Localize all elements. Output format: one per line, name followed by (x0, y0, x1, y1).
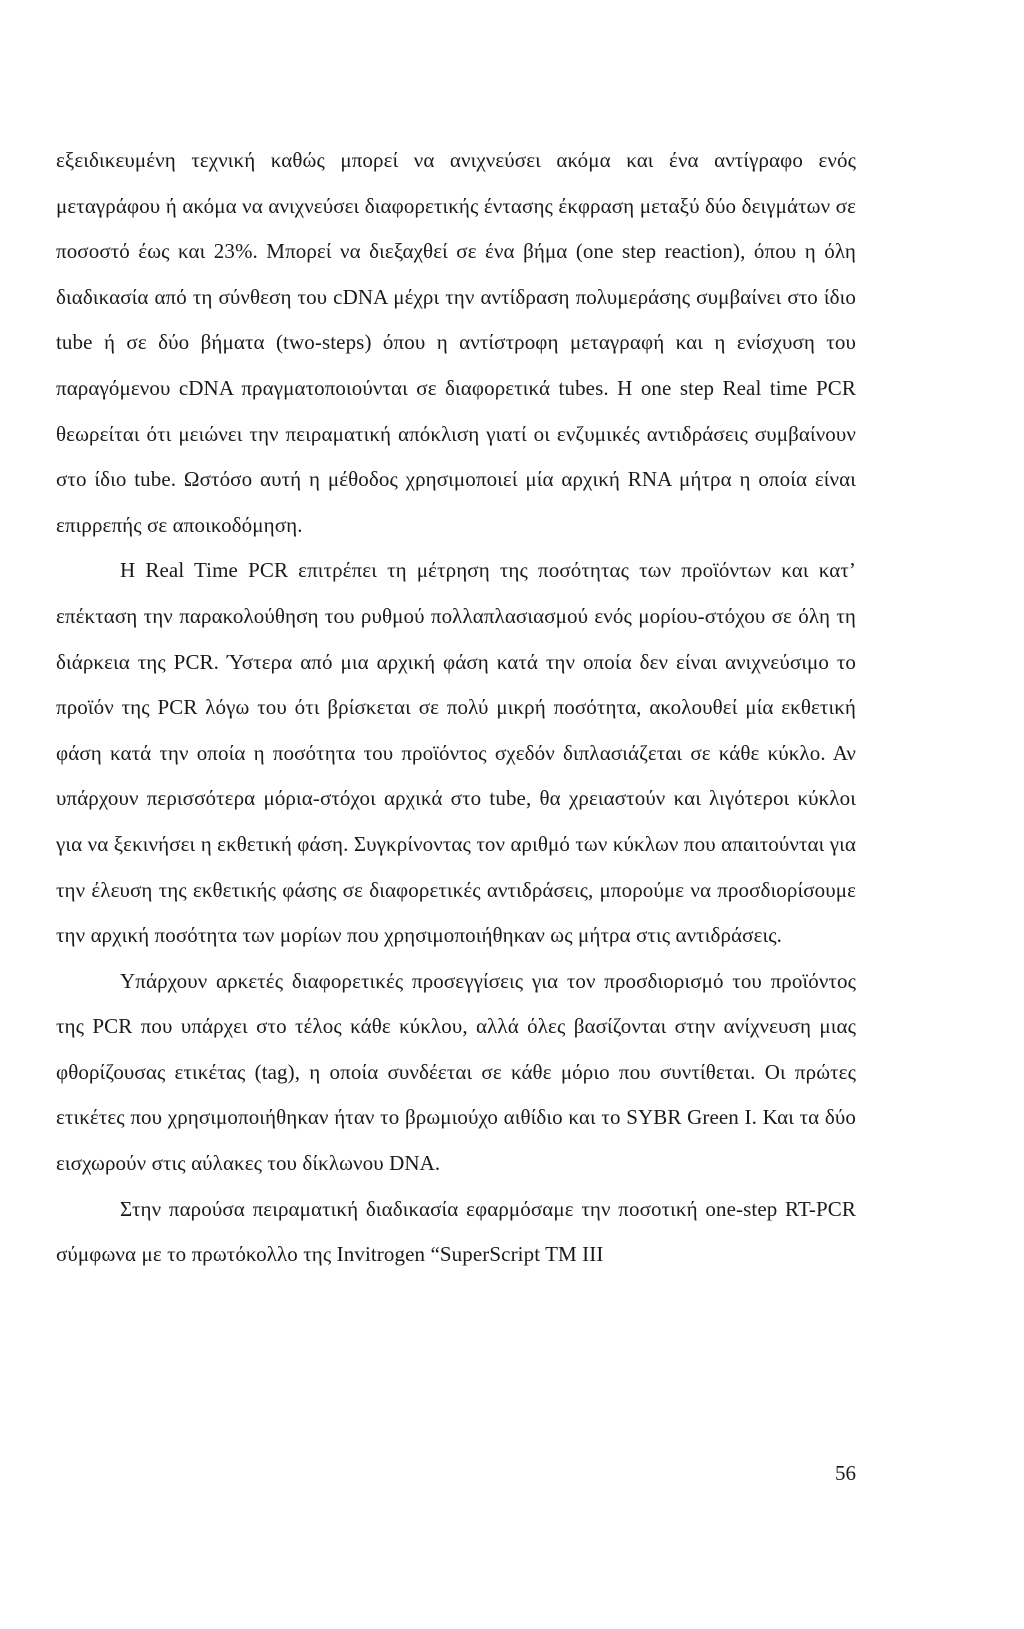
paragraph-2: H Real Time PCR επιτρέπει τη μέτρηση της ποσότητας των προϊόντων και κατ’ επέκταση την παρακολούθηση του ρυθμού πολλαπλασιασμού ενός μορίου-στόχου σε όλη τη διάρκεια της PCR. Ύστερα από μια αρχική φάση κατά την οποία δεν είναι ανιχνεύσιμο το προϊόν της PCR λόγω του ότι βρίσκεται σε πολύ μικρή ποσότητα, ακολουθεί μία εκθετική φάση κατά την οποία η ποσότητα του προϊόντος σχεδόν διπλασιάζεται σε κάθε κύκλο. Αν υπάρχουν περισσότερα μόρια-στόχοι αρχικά στο tube, θα χρειαστούν και λιγότεροι κύκλοι για να ξεκινήσει η εκθετική φάση. Συγκρίνοντας τον αριθμό των κύκλων που απαιτούνται για την έλευση της εκθετικής φάσης σε διαφορετικές αντιδράσεις, μπορούμε να προσδιορίσουμε την αρχική ποσότητα των μορίων που χρησιμοποιήθηκαν ως μήτρα στις αντιδράσεις. (56, 558, 856, 948)
page-number: 56 (835, 1461, 856, 1485)
paragraph-1: εξειδικευμένη τεχνική καθώς μπορεί να ανιχνεύσει ακόμα και ένα αντίγραφο ενός μεταγράφου ή ακόμα να ανιχνεύσει διαφορετικής έντασης έκφραση μεταξύ δύο δειγμάτων σε ποσοστό έως και 23%. Μπορεί να διεξαχθεί σε ένα βήμα (one step reaction), όπου η όλη διαδικασία από τη σύνθεση του cDNA μέχρι την αντίδραση πολυμεράσης συμβαίνει στο ίδιο tube ή σε δύο βήματα (two-steps) όπου η αντίστροφη μεταγραφή και η ενίσχυση του παραγόμενου cDNA πραγματοποιούνται σε διαφορετικά tubes. H one step Real time PCR θεωρείται ότι μειώνει την πειραματική απόκλιση γιατί οι ενζυμικές αντιδράσεις συμβαίνουν στο ίδιο tube. Ωστόσο αυτή η μέθοδος χρησιμοποιεί μία αρχική RNA μήτρα η οποία είναι επιρρεπής σε αποικοδόμηση. (56, 148, 856, 537)
paragraph-4: Στην παρούσα πειραματική διαδικασία εφαρμόσαμε την ποσοτική one-step RT-PCR σύμφωνα με το πρωτόκολλο της Invitrogen “SuperScript TM III (56, 1196, 856, 1267)
paragraph-3: Υπάρχουν αρκετές διαφορετικές προσεγγίσεις για τον προσδιορισμό του προϊόντος της PCR που υπάρχει στο τέλος κάθε κύκλου, αλλά όλες βασίζονται στην ανίχνευση μιας φθορίζουσας ετικέτας (tag), η οποία συνδέεται σε κάθε μόριο που συντίθεται. Οι πρώτες ετικέτες που χρησιμοποιήθηκαν ήταν το βρωμιούχο αιθίδιο και το SYBR Green I. Και τα δύο εισχωρούν στις αύλακες του δίκλωνου DNA. (56, 968, 856, 1176)
body-text (56, 138, 856, 1278)
